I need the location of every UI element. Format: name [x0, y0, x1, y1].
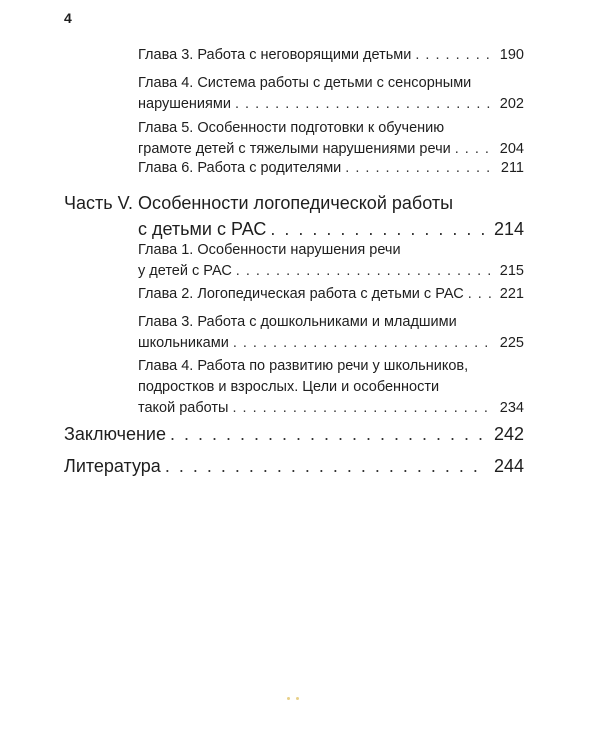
- toc-entry-title: Литература: [64, 456, 161, 476]
- leader-dots: [236, 261, 494, 282]
- toc-entry-title-line: нарушениями: [138, 96, 231, 112]
- toc-entry-title-line: такой работы: [138, 400, 229, 416]
- toc-entry-title-line: Глава 4. Система работы с детьми с сенсорными: [138, 75, 472, 91]
- leader-dots: [468, 284, 494, 305]
- toc-entry-title-line: Особенности логопедической работы: [138, 193, 453, 213]
- toc-page-number: 215: [499, 263, 524, 279]
- toc-entry-chapter-4-sensory[interactable]: [138, 73, 524, 115]
- toc-entry-chapter-5-literacy[interactable]: [138, 118, 524, 160]
- leader-dots: [233, 333, 494, 354]
- toc-page-number: 190: [499, 47, 524, 63]
- toc-entry-chapter-1-speech-disorders[interactable]: [138, 240, 524, 282]
- toc-entry-title-line: Глава 3. Работа с дошкольниками и младшими: [138, 314, 457, 330]
- leader-dots: [270, 216, 488, 242]
- toc-page-number: 225: [499, 335, 524, 351]
- leader-dots: [345, 158, 495, 179]
- toc-entry-title: Глава 6. Работа с родителями: [138, 160, 342, 176]
- toc-entry-title-line: у детей с РАС: [138, 263, 232, 279]
- toc-entry-title-line: Глава 4. Работа по развитию речи у школьников,: [138, 358, 469, 374]
- page-number: 4: [64, 10, 72, 26]
- leader-dots: [455, 139, 494, 160]
- toc-entry-title-line: школьниками: [138, 335, 229, 351]
- toc-entry-chapter-3-nonverbal[interactable]: [138, 45, 524, 66]
- leader-dots: [415, 45, 493, 66]
- toc-entry-chapter-3-preschoolers[interactable]: [138, 312, 524, 354]
- toc-page-number: 242: [493, 424, 524, 444]
- toc-entry-title-line: подростков и взрослых. Цели и особенности: [138, 379, 440, 395]
- leader-dots: [232, 398, 493, 419]
- toc-page-number: 221: [499, 286, 524, 302]
- toc-page-number: 234: [499, 400, 524, 416]
- toc-page-number: 244: [493, 456, 524, 476]
- toc-entry-chapter-2-speech-therapy[interactable]: [138, 284, 524, 305]
- paper-speck: [287, 697, 301, 700]
- toc-entry-title-line: с детьми с РАС: [138, 219, 267, 239]
- toc-page-number: 202: [499, 96, 524, 112]
- toc-entry-title: Глава 2. Логопедическая работа с детьми с РАС: [138, 286, 464, 302]
- toc-entry-title: Глава 3. Работа с неговорящими детьми: [138, 47, 412, 63]
- toc-entry-title-line: грамоте детей с тяжелыми нарушениями речи: [138, 141, 451, 157]
- toc-entry-title-line: Глава 1. Особенности нарушения речи: [138, 242, 401, 258]
- toc-entry-chapter-4-speech-development[interactable]: [138, 356, 524, 419]
- toc-entry-conclusion[interactable]: [64, 421, 524, 447]
- leader-dots: [235, 94, 494, 115]
- toc-entry-literature[interactable]: [64, 453, 524, 479]
- toc-entry-chapter-6-parents[interactable]: [138, 158, 524, 179]
- toc-entry-title: Заключение: [64, 424, 166, 444]
- toc-page-number: 211: [500, 160, 524, 176]
- part-label: Часть V.: [64, 193, 133, 213]
- leader-dots: [170, 421, 488, 447]
- toc-entry-part-5[interactable]: [138, 190, 524, 242]
- leader-dots: [165, 453, 488, 479]
- toc-entry-title-line: Глава 5. Особенности подготовки к обучению: [138, 120, 445, 136]
- toc-page-number: 214: [493, 219, 524, 239]
- toc-page-number: 204: [499, 141, 524, 157]
